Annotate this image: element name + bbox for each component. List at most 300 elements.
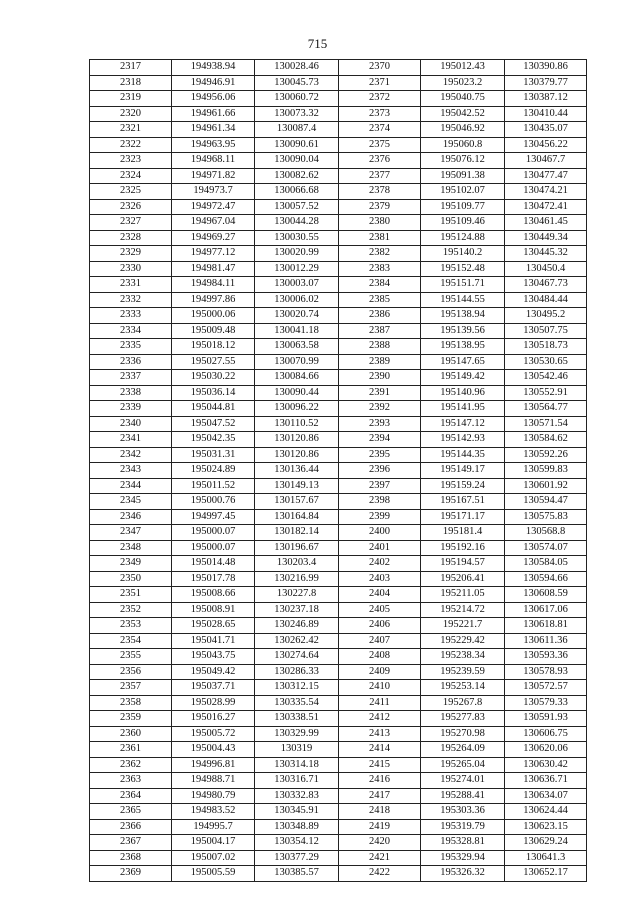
point-number-left-cell: 2328 — [90, 230, 172, 246]
y-coordinate-left-cell: 130314.18 — [255, 757, 339, 773]
x-coordinate-left-cell: 195008.66 — [172, 587, 255, 603]
point-number-left-cell: 2326 — [90, 199, 172, 215]
point-number-left-cell: 2321 — [90, 122, 172, 138]
x-coordinate-right-cell: 195329.94 — [421, 850, 505, 866]
y-coordinate-right-cell: 130571.54 — [505, 416, 587, 432]
y-coordinate-right-cell: 130387.12 — [505, 91, 587, 107]
table-row — [90, 478, 587, 494]
point-number-left-cell: 2327 — [90, 215, 172, 231]
y-coordinate-left-cell: 130246.89 — [255, 618, 339, 634]
x-coordinate-left-cell: 195049.42 — [172, 664, 255, 680]
y-coordinate-right-cell: 130450.4 — [505, 261, 587, 277]
table-row — [90, 153, 587, 169]
point-number-right-cell: 2406 — [339, 618, 421, 634]
y-coordinate-right-cell: 130449.34 — [505, 230, 587, 246]
y-coordinate-left-cell: 130096.22 — [255, 401, 339, 417]
x-coordinate-left-cell: 194938.94 — [172, 60, 255, 76]
x-coordinate-left-cell: 195004.17 — [172, 835, 255, 851]
y-coordinate-left-cell: 130090.61 — [255, 137, 339, 153]
point-number-right-cell: 2386 — [339, 308, 421, 324]
x-coordinate-right-cell: 195181.4 — [421, 525, 505, 541]
table-row — [90, 587, 587, 603]
coordinates-table-body — [90, 60, 587, 882]
y-coordinate-left-cell: 130020.99 — [255, 246, 339, 262]
x-coordinate-left-cell: 194971.82 — [172, 168, 255, 184]
y-coordinate-left-cell: 130003.07 — [255, 277, 339, 293]
x-coordinate-right-cell: 195144.55 — [421, 292, 505, 308]
y-coordinate-left-cell: 130335.54 — [255, 695, 339, 711]
y-coordinate-left-cell: 130028.46 — [255, 60, 339, 76]
y-coordinate-left-cell: 130045.73 — [255, 75, 339, 91]
x-coordinate-left-cell: 195044.81 — [172, 401, 255, 417]
y-coordinate-right-cell: 130592.26 — [505, 447, 587, 463]
table-row — [90, 680, 587, 696]
point-number-right-cell: 2402 — [339, 556, 421, 572]
point-number-right-cell: 2420 — [339, 835, 421, 851]
point-number-right-cell: 2415 — [339, 757, 421, 773]
x-coordinate-right-cell: 195139.56 — [421, 323, 505, 339]
point-number-right-cell: 2372 — [339, 91, 421, 107]
y-coordinate-left-cell: 130345.91 — [255, 804, 339, 820]
table-row — [90, 773, 587, 789]
x-coordinate-right-cell: 195149.42 — [421, 370, 505, 386]
point-number-left-cell: 2364 — [90, 788, 172, 804]
point-number-right-cell: 2380 — [339, 215, 421, 231]
y-coordinate-left-cell: 130063.58 — [255, 339, 339, 355]
x-coordinate-right-cell: 195274.01 — [421, 773, 505, 789]
point-number-right-cell: 2377 — [339, 168, 421, 184]
x-coordinate-left-cell: 195000.76 — [172, 494, 255, 510]
x-coordinate-left-cell: 195007.02 — [172, 850, 255, 866]
table-row — [90, 819, 587, 835]
point-number-left-cell: 2369 — [90, 866, 172, 882]
point-number-left-cell: 2346 — [90, 509, 172, 525]
y-coordinate-left-cell: 130164.84 — [255, 509, 339, 525]
x-coordinate-right-cell: 195142.93 — [421, 432, 505, 448]
point-number-right-cell: 2399 — [339, 509, 421, 525]
x-coordinate-left-cell: 194969.27 — [172, 230, 255, 246]
table-row — [90, 618, 587, 634]
point-number-right-cell: 2407 — [339, 633, 421, 649]
y-coordinate-left-cell: 130020.74 — [255, 308, 339, 324]
y-coordinate-left-cell: 130110.52 — [255, 416, 339, 432]
point-number-left-cell: 2355 — [90, 649, 172, 665]
y-coordinate-right-cell: 130572.57 — [505, 680, 587, 696]
point-number-left-cell: 2363 — [90, 773, 172, 789]
y-coordinate-left-cell: 130237.18 — [255, 602, 339, 618]
table-row — [90, 633, 587, 649]
point-number-right-cell: 2390 — [339, 370, 421, 386]
x-coordinate-left-cell: 195011.52 — [172, 478, 255, 494]
x-coordinate-right-cell: 195326.32 — [421, 866, 505, 882]
table-row — [90, 432, 587, 448]
point-number-left-cell: 2323 — [90, 153, 172, 169]
x-coordinate-left-cell: 194984.11 — [172, 277, 255, 293]
x-coordinate-right-cell: 195192.16 — [421, 540, 505, 556]
point-number-left-cell: 2348 — [90, 540, 172, 556]
x-coordinate-left-cell: 195036.14 — [172, 385, 255, 401]
point-number-left-cell: 2353 — [90, 618, 172, 634]
y-coordinate-right-cell: 130568.8 — [505, 525, 587, 541]
x-coordinate-right-cell: 195023.2 — [421, 75, 505, 91]
point-number-right-cell: 2388 — [339, 339, 421, 355]
point-number-right-cell: 2411 — [339, 695, 421, 711]
point-number-left-cell: 2350 — [90, 571, 172, 587]
point-number-left-cell: 2325 — [90, 184, 172, 200]
y-coordinate-left-cell: 130286.33 — [255, 664, 339, 680]
y-coordinate-right-cell: 130578.93 — [505, 664, 587, 680]
x-coordinate-right-cell: 195152.48 — [421, 261, 505, 277]
point-number-left-cell: 2359 — [90, 711, 172, 727]
y-coordinate-left-cell: 130060.72 — [255, 91, 339, 107]
x-coordinate-left-cell: 195016.27 — [172, 711, 255, 727]
y-coordinate-right-cell: 130472.41 — [505, 199, 587, 215]
x-coordinate-left-cell: 195018.12 — [172, 339, 255, 355]
y-coordinate-left-cell: 130274.64 — [255, 649, 339, 665]
x-coordinate-left-cell: 195030.22 — [172, 370, 255, 386]
y-coordinate-left-cell: 130090.44 — [255, 385, 339, 401]
table-row — [90, 184, 587, 200]
y-coordinate-right-cell: 130593.36 — [505, 649, 587, 665]
y-coordinate-left-cell: 130136.44 — [255, 463, 339, 479]
x-coordinate-left-cell: 194988.71 — [172, 773, 255, 789]
y-coordinate-right-cell: 130530.65 — [505, 354, 587, 370]
x-coordinate-right-cell: 195109.77 — [421, 199, 505, 215]
x-coordinate-right-cell: 195211.05 — [421, 587, 505, 603]
y-coordinate-left-cell: 130070.99 — [255, 354, 339, 370]
y-coordinate-right-cell: 130630.42 — [505, 757, 587, 773]
x-coordinate-left-cell: 194995.7 — [172, 819, 255, 835]
table-row — [90, 602, 587, 618]
y-coordinate-right-cell: 130594.66 — [505, 571, 587, 587]
table-row — [90, 835, 587, 851]
point-number-left-cell: 2322 — [90, 137, 172, 153]
table-row — [90, 664, 587, 680]
y-coordinate-right-cell: 130617.06 — [505, 602, 587, 618]
point-number-right-cell: 2410 — [339, 680, 421, 696]
table-row — [90, 385, 587, 401]
point-number-right-cell: 2409 — [339, 664, 421, 680]
x-coordinate-right-cell: 195046.92 — [421, 122, 505, 138]
table-row — [90, 509, 587, 525]
point-number-right-cell: 2403 — [339, 571, 421, 587]
x-coordinate-right-cell: 195138.95 — [421, 339, 505, 355]
y-coordinate-right-cell: 130390.86 — [505, 60, 587, 76]
x-coordinate-right-cell: 195151.71 — [421, 277, 505, 293]
point-number-left-cell: 2340 — [90, 416, 172, 432]
point-number-right-cell: 2412 — [339, 711, 421, 727]
x-coordinate-left-cell: 195017.78 — [172, 571, 255, 587]
point-number-left-cell: 2343 — [90, 463, 172, 479]
table-row — [90, 571, 587, 587]
point-number-left-cell: 2356 — [90, 664, 172, 680]
x-coordinate-left-cell: 195004.43 — [172, 742, 255, 758]
y-coordinate-right-cell: 130542.46 — [505, 370, 587, 386]
y-coordinate-right-cell: 130552.91 — [505, 385, 587, 401]
x-coordinate-left-cell: 194956.06 — [172, 91, 255, 107]
point-number-right-cell: 2397 — [339, 478, 421, 494]
point-number-right-cell: 2381 — [339, 230, 421, 246]
x-coordinate-left-cell: 195031.31 — [172, 447, 255, 463]
x-coordinate-right-cell: 195267.8 — [421, 695, 505, 711]
point-number-left-cell: 2333 — [90, 308, 172, 324]
point-number-right-cell: 2405 — [339, 602, 421, 618]
x-coordinate-right-cell: 195167.51 — [421, 494, 505, 510]
x-coordinate-right-cell: 195076.12 — [421, 153, 505, 169]
point-number-right-cell: 2391 — [339, 385, 421, 401]
x-coordinate-left-cell: 194968.11 — [172, 153, 255, 169]
x-coordinate-left-cell: 194997.86 — [172, 292, 255, 308]
y-coordinate-left-cell: 130385.57 — [255, 866, 339, 882]
x-coordinate-right-cell: 195206.41 — [421, 571, 505, 587]
y-coordinate-left-cell: 130203.4 — [255, 556, 339, 572]
point-number-right-cell: 2419 — [339, 819, 421, 835]
point-number-right-cell: 2416 — [339, 773, 421, 789]
y-coordinate-left-cell: 130338.51 — [255, 711, 339, 727]
y-coordinate-right-cell: 130579.33 — [505, 695, 587, 711]
y-coordinate-left-cell: 130329.99 — [255, 726, 339, 742]
point-number-left-cell: 2337 — [90, 370, 172, 386]
y-coordinate-left-cell: 130090.04 — [255, 153, 339, 169]
y-coordinate-right-cell: 130611.36 — [505, 633, 587, 649]
point-number-right-cell: 2389 — [339, 354, 421, 370]
y-coordinate-left-cell: 130316.71 — [255, 773, 339, 789]
y-coordinate-right-cell: 130606.75 — [505, 726, 587, 742]
point-number-left-cell: 2357 — [90, 680, 172, 696]
point-number-left-cell: 2366 — [90, 819, 172, 835]
table-row — [90, 168, 587, 184]
x-coordinate-left-cell: 195000.06 — [172, 308, 255, 324]
table-row — [90, 60, 587, 76]
point-number-left-cell: 2335 — [90, 339, 172, 355]
point-number-left-cell: 2317 — [90, 60, 172, 76]
y-coordinate-right-cell: 130518.73 — [505, 339, 587, 355]
table-row — [90, 215, 587, 231]
y-coordinate-right-cell: 130484.44 — [505, 292, 587, 308]
point-number-left-cell: 2319 — [90, 91, 172, 107]
x-coordinate-left-cell: 194983.52 — [172, 804, 255, 820]
point-number-right-cell: 2371 — [339, 75, 421, 91]
x-coordinate-right-cell: 195091.38 — [421, 168, 505, 184]
table-row — [90, 137, 587, 153]
y-coordinate-left-cell: 130084.66 — [255, 370, 339, 386]
point-number-left-cell: 2334 — [90, 323, 172, 339]
y-coordinate-right-cell: 130636.71 — [505, 773, 587, 789]
y-coordinate-right-cell: 130641.3 — [505, 850, 587, 866]
x-coordinate-left-cell: 195028.99 — [172, 695, 255, 711]
x-coordinate-left-cell: 195028.65 — [172, 618, 255, 634]
x-coordinate-left-cell: 195024.89 — [172, 463, 255, 479]
table-row — [90, 695, 587, 711]
y-coordinate-right-cell: 130456.22 — [505, 137, 587, 153]
y-coordinate-left-cell: 130312.15 — [255, 680, 339, 696]
table-row — [90, 199, 587, 215]
x-coordinate-right-cell: 195144.35 — [421, 447, 505, 463]
point-number-right-cell: 2374 — [339, 122, 421, 138]
y-coordinate-right-cell: 130618.81 — [505, 618, 587, 634]
point-number-left-cell: 2367 — [90, 835, 172, 851]
x-coordinate-right-cell: 195214.72 — [421, 602, 505, 618]
y-coordinate-right-cell: 130601.92 — [505, 478, 587, 494]
point-number-left-cell: 2318 — [90, 75, 172, 91]
x-coordinate-left-cell: 195037.71 — [172, 680, 255, 696]
x-coordinate-left-cell: 194973.7 — [172, 184, 255, 200]
table-row — [90, 75, 587, 91]
x-coordinate-left-cell: 195000.07 — [172, 525, 255, 541]
y-coordinate-left-cell: 130041.18 — [255, 323, 339, 339]
x-coordinate-right-cell: 195147.12 — [421, 416, 505, 432]
table-row — [90, 106, 587, 122]
table-row — [90, 525, 587, 541]
point-number-right-cell: 2417 — [339, 788, 421, 804]
point-number-right-cell: 2373 — [339, 106, 421, 122]
y-coordinate-left-cell: 130087.4 — [255, 122, 339, 138]
point-number-right-cell: 2408 — [339, 649, 421, 665]
y-coordinate-right-cell: 130652.17 — [505, 866, 587, 882]
x-coordinate-left-cell: 195027.55 — [172, 354, 255, 370]
x-coordinate-left-cell: 194967.04 — [172, 215, 255, 231]
y-coordinate-right-cell: 130584.05 — [505, 556, 587, 572]
x-coordinate-right-cell: 195147.65 — [421, 354, 505, 370]
y-coordinate-left-cell: 130120.86 — [255, 447, 339, 463]
point-number-right-cell: 2413 — [339, 726, 421, 742]
point-number-right-cell: 2395 — [339, 447, 421, 463]
point-number-right-cell: 2396 — [339, 463, 421, 479]
table-row — [90, 463, 587, 479]
y-coordinate-right-cell: 130474.21 — [505, 184, 587, 200]
point-number-right-cell: 2387 — [339, 323, 421, 339]
x-coordinate-right-cell: 195319.79 — [421, 819, 505, 835]
x-coordinate-right-cell: 195238.34 — [421, 649, 505, 665]
x-coordinate-right-cell: 195042.52 — [421, 106, 505, 122]
table-row — [90, 494, 587, 510]
point-number-left-cell: 2330 — [90, 261, 172, 277]
x-coordinate-right-cell: 195138.94 — [421, 308, 505, 324]
y-coordinate-right-cell: 130435.07 — [505, 122, 587, 138]
x-coordinate-right-cell: 195328.81 — [421, 835, 505, 851]
point-number-left-cell: 2362 — [90, 757, 172, 773]
y-coordinate-right-cell: 130507.75 — [505, 323, 587, 339]
y-coordinate-left-cell: 130120.86 — [255, 432, 339, 448]
y-coordinate-left-cell: 130377.29 — [255, 850, 339, 866]
x-coordinate-left-cell: 194996.81 — [172, 757, 255, 773]
x-coordinate-right-cell: 195171.17 — [421, 509, 505, 525]
table-row — [90, 91, 587, 107]
point-number-left-cell: 2331 — [90, 277, 172, 293]
x-coordinate-left-cell: 195043.75 — [172, 649, 255, 665]
x-coordinate-right-cell: 195140.96 — [421, 385, 505, 401]
y-coordinate-right-cell: 130495.2 — [505, 308, 587, 324]
y-coordinate-left-cell: 130196.67 — [255, 540, 339, 556]
y-coordinate-right-cell: 130629.24 — [505, 835, 587, 851]
point-number-right-cell: 2401 — [339, 540, 421, 556]
page-number: 715 — [307, 36, 328, 51]
y-coordinate-right-cell: 130623.15 — [505, 819, 587, 835]
x-coordinate-right-cell: 195149.17 — [421, 463, 505, 479]
point-number-left-cell: 2365 — [90, 804, 172, 820]
x-coordinate-right-cell: 195239.59 — [421, 664, 505, 680]
x-coordinate-left-cell: 195047.52 — [172, 416, 255, 432]
point-number-left-cell: 2342 — [90, 447, 172, 463]
point-number-right-cell: 2378 — [339, 184, 421, 200]
x-coordinate-right-cell: 195124.88 — [421, 230, 505, 246]
y-coordinate-right-cell: 130575.83 — [505, 509, 587, 525]
table-row — [90, 370, 587, 386]
table-row — [90, 277, 587, 293]
point-number-right-cell: 2379 — [339, 199, 421, 215]
y-coordinate-right-cell: 130410.44 — [505, 106, 587, 122]
table-row — [90, 649, 587, 665]
x-coordinate-right-cell: 195102.07 — [421, 184, 505, 200]
x-coordinate-left-cell: 195009.48 — [172, 323, 255, 339]
x-coordinate-left-cell: 194946.91 — [172, 75, 255, 91]
y-coordinate-right-cell: 130477.47 — [505, 168, 587, 184]
x-coordinate-left-cell: 195000.07 — [172, 540, 255, 556]
table-row — [90, 292, 587, 308]
x-coordinate-left-cell: 194980.79 — [172, 788, 255, 804]
x-coordinate-right-cell: 195229.42 — [421, 633, 505, 649]
table-row — [90, 788, 587, 804]
table-row — [90, 122, 587, 138]
y-coordinate-left-cell: 130012.29 — [255, 261, 339, 277]
table-row — [90, 354, 587, 370]
x-coordinate-left-cell: 195014.48 — [172, 556, 255, 572]
table-row — [90, 416, 587, 432]
x-coordinate-right-cell: 195288.41 — [421, 788, 505, 804]
x-coordinate-left-cell: 195008.91 — [172, 602, 255, 618]
y-coordinate-right-cell: 130624.44 — [505, 804, 587, 820]
point-number-left-cell: 2336 — [90, 354, 172, 370]
x-coordinate-right-cell: 195303.36 — [421, 804, 505, 820]
x-coordinate-right-cell: 195277.83 — [421, 711, 505, 727]
y-coordinate-left-cell: 130057.52 — [255, 199, 339, 215]
x-coordinate-right-cell: 195159.24 — [421, 478, 505, 494]
y-coordinate-right-cell: 130574.07 — [505, 540, 587, 556]
y-coordinate-right-cell: 130608.59 — [505, 587, 587, 603]
y-coordinate-left-cell: 130044.28 — [255, 215, 339, 231]
point-number-right-cell: 2421 — [339, 850, 421, 866]
point-number-left-cell: 2344 — [90, 478, 172, 494]
y-coordinate-right-cell: 130591.93 — [505, 711, 587, 727]
y-coordinate-left-cell: 130157.67 — [255, 494, 339, 510]
x-coordinate-right-cell: 195140.2 — [421, 246, 505, 262]
x-coordinate-right-cell: 195253.14 — [421, 680, 505, 696]
point-number-right-cell: 2382 — [339, 246, 421, 262]
table-row — [90, 742, 587, 758]
y-coordinate-left-cell: 130319 — [255, 742, 339, 758]
y-coordinate-right-cell: 130634.07 — [505, 788, 587, 804]
point-number-right-cell: 2422 — [339, 866, 421, 882]
y-coordinate-left-cell: 130227.8 — [255, 587, 339, 603]
table-row — [90, 726, 587, 742]
table-row — [90, 866, 587, 882]
point-number-left-cell: 2354 — [90, 633, 172, 649]
x-coordinate-right-cell: 195012.43 — [421, 60, 505, 76]
y-coordinate-left-cell: 130332.83 — [255, 788, 339, 804]
y-coordinate-right-cell: 130379.77 — [505, 75, 587, 91]
y-coordinate-left-cell: 130354.12 — [255, 835, 339, 851]
point-number-right-cell: 2376 — [339, 153, 421, 169]
x-coordinate-right-cell: 195194.57 — [421, 556, 505, 572]
x-coordinate-right-cell: 195221.7 — [421, 618, 505, 634]
point-number-right-cell: 2383 — [339, 261, 421, 277]
y-coordinate-left-cell: 130216.99 — [255, 571, 339, 587]
table-row — [90, 308, 587, 324]
point-number-left-cell: 2338 — [90, 385, 172, 401]
x-coordinate-right-cell: 195109.46 — [421, 215, 505, 231]
coordinates-table — [89, 59, 587, 882]
point-number-right-cell: 2394 — [339, 432, 421, 448]
